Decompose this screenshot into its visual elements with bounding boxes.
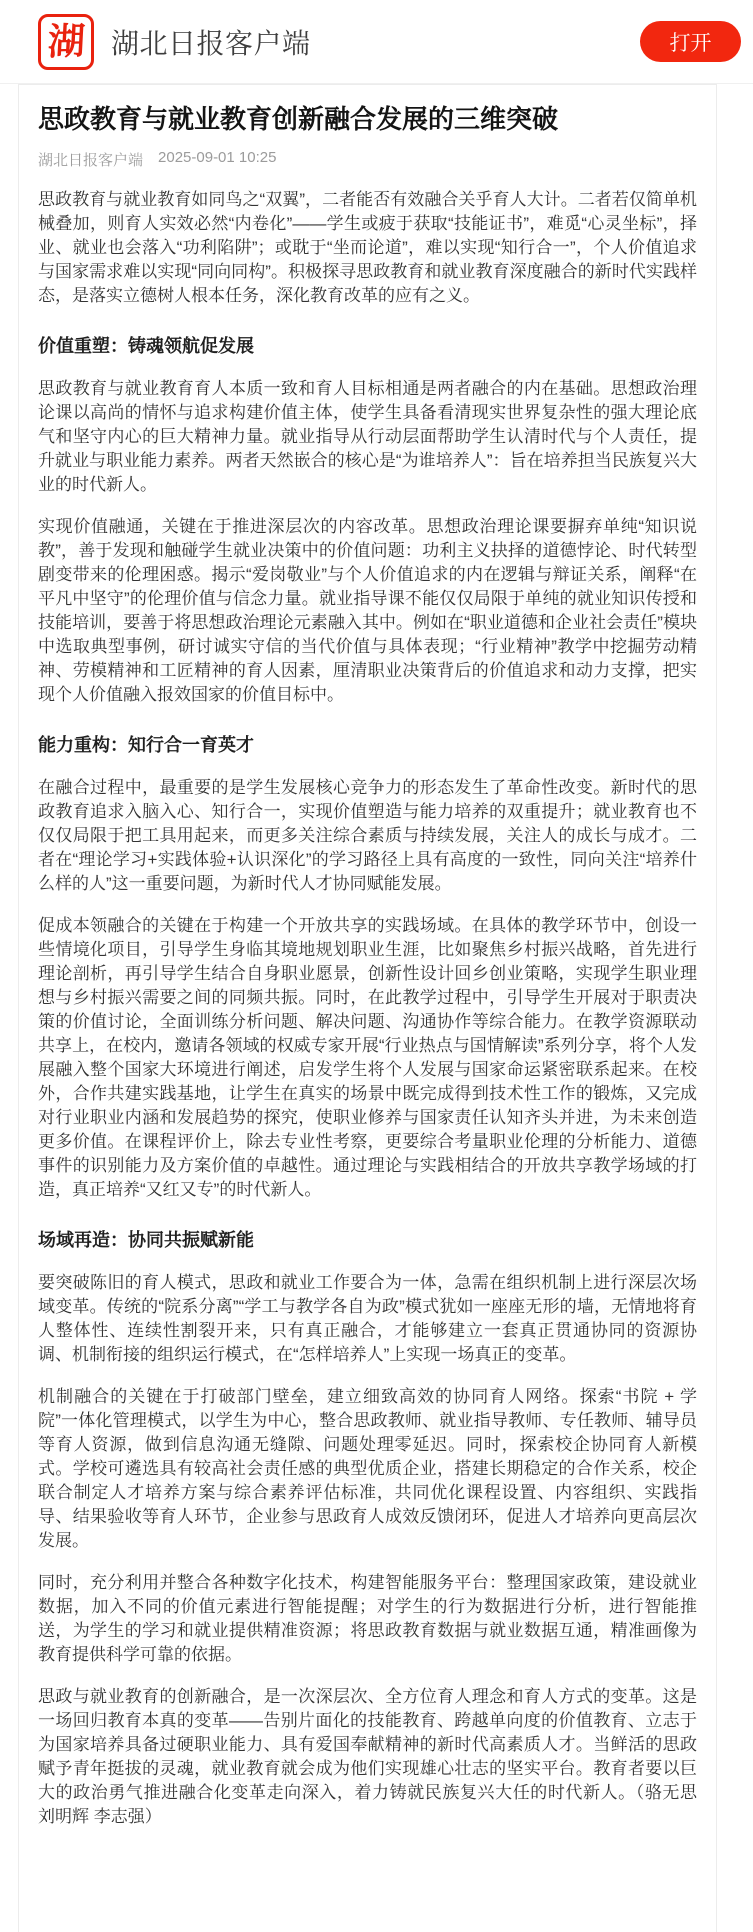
paragraph: 思政教育与就业教育育人本质一致和育人目标相通是两者融合的内在基础。思想政治理论课以高尚的情怀与追求构建价值主体，使学生具备看清现实世界复杂性的强大理论底气和坚守内心的巨大精神力量。就业指导从行动层面帮助学生认清时代与个人责任，提升就业与职业能力素养。两者天然嵌合的核心是“为谁培养人”：旨在培养担当民族复兴大业的时代新人。	[38, 379, 697, 494]
paragraph: 要突破陈旧的育人模式，思政和就业工作要合为一体，急需在组织机制上进行深层次场域变革。传统的“院系分离”“学工与教学各自为政”模式犹如一座座无形的墙，无情地将育人整体性、连续性割裂开来，只有真正融合，才能够建立一套真正贯通协同的资源协调、机制衔接的组织运行模式，在“怎样培养人”上实现一场真正的变革。	[38, 1273, 697, 1364]
section-heading: 能力重构：知行合一育英才	[38, 735, 254, 755]
paragraph: 实现价值融通，关键在于推进深层次的内容改革。思想政治理论课要摒弃单纯“知识说教”，善于发现和触碰学生就业决策中的价值问题：功利主义抉择的道德悖论、时代转型剧变带来的伦理困惑。揭示“爱岗敬业”与个人价值追求的内在逻辑与辩证关系，阐释“在平凡中坚守”的伦理价值与信念力量。就业指导课不能仅仅局限于单纯的就业知识传授和技能培训，要善于将思想政治理论元素融入其中。例如在“职业道德和企业社会责任”模块中选取典型事例，研讨诚实守信的当代价值与具体表现；“行业精神”教学中挖掘劳动精神、劳模精神和工匠精神的育人因素，厘清职业决策背后的价值追求和动力支撑，把实现个人价值融入报效国家的价值目标中。	[38, 517, 697, 704]
source-label: 湖北日报客户端	[38, 152, 144, 169]
paragraph: 促成本领融合的关键在于构建一个开放共享的实践场域。在具体的教学环节中，创设一些情境化项目，引导学生身临其境地规划职业生涯，比如聚焦乡村振兴战略，首先进行理论剖析，再引导学生结合自身职业愿景，创新性设计回乡创业策略，实现学生职业理想与乡村振兴需要之间的同频共振。同时，在此教学过程中，引导学生开展对于职责决策的价值讨论，全面训练分析问题、解决问题、沟通协作等综合能力。在教学资源联动共享上，在校内，邀请各领域的权威专家开展“行业热点与国情解读”系列分享，将个人发展融入整个国家大环境进行阐述，启发学生将个人发展与国家命运紧密联系起来。在校外，合作共建实践基地，让学生在真实的场景中既完成得到技术性工作的锻炼，又完成对行业职业内涵和发展趋势的探究，使职业修养与国家责任认知齐头并进，为未来创造更多价值。在课程评价上，除去专业性考察，更要综合考量职业伦理的分析能力、道德事件的识别能力及方案价值的卓越性。通过理论与实践相结合的开放共享教学场域的打造，真正培养“又红又专”的时代新人。	[38, 916, 697, 1199]
publish-time: 2025-09-01 10:25	[158, 149, 277, 166]
paragraph: 机制融合的关键在于打破部门壁垒，建立细致高效的协同育人网络。探索“书院 + 学院”一体化管理模式，以学生为中心，整合思政教师、就业指导教师、专任教师、辅导员等育人资源，做到信息沟通无缝隙、问题处理零延迟。同时，探索校企协同育人新模式。学校可遴选具有较高社会责任感的典型优质企业，搭建长期稳定的合作关系，校企联合制定人才培养方案与综合素养评估标准，共同优化课程设置、内容组织、实践指导、结果验收等育人环节，企业参与思政育人成效反馈闭环，促进人才培养向更高层次发展。	[38, 1387, 697, 1550]
app-header	[0, 0, 753, 84]
article-card	[18, 84, 717, 1932]
article-meta	[38, 149, 697, 170]
page-title: 思政教育与就业教育创新融合发展的三维突破	[38, 104, 559, 134]
hubei-daily-seal-icon[interactable]	[38, 14, 94, 70]
section-heading: 价值重塑：铸魂领航促发展	[38, 336, 254, 356]
article-body	[38, 188, 697, 1829]
paragraph: 思政教育与就业教育如同鸟之“双翼”，二者能否有效融合关乎育人大计。二者若仅简单机械叠加，则育人实效必然“内卷化”——学生或疲于获取“技能证书”，难觅“心灵坐标”，择业、就业也会落入“功利陷阱”；或耽于“坐而论道”，难以实现“知行合一”，个人价值追求与国家需求难以实现“同向同构”。积极探寻思政教育和就业教育深度融合的新时代实践样态，是落实立德树人根本任务，深化教育改革的应有之义。	[38, 190, 697, 305]
paragraph: 思政与就业教育的创新融合，是一次深层次、全方位育人理念和育人方式的变革。这是一场回归教育本真的变革——告别片面化的技能教育、跨越单向度的价值教育、立志于为国家培养具备过硬职业能力、具有爱国奉献精神的新时代高素质人才。当鲜活的思政赋予青年挺拔的灵魂，就业教育就会成为他们实现雄心壮志的坚实平台。教育者要以巨大的政治勇气推进融合化变革走向深入，着力铸就民族复兴大任的时代新人。（骆无思 刘明辉 李志强）	[38, 1687, 697, 1826]
paragraph: 在融合过程中，最重要的是学生发展核心竞争力的形态发生了革命性改变。新时代的思政教育追求入脑入心、知行合一，实现价值塑造与能力培养的双重提升；就业教育也不仅仅局限于把工具用起来，而更多关注综合素质与持续发展，关注人的成长与成才。二者在“理论学习+实践体验+认识深化”的学习路径上具有高度的一致性，同向关注“培养什么样的人”这一重要问题，为新时代人才协同赋能发展。	[38, 778, 697, 893]
paragraph: 同时，充分利用并整合各种数字化技术，构建智能服务平台：整理国家政策，建设就业数据，加入不同的价值元素进行智能提醒；对学生的行为数据进行分析，进行智能推送，为学生的学习和就业提供精准资源；将思政教育数据与就业数据互通，精准画像为教育提供科学可靠的依据。	[38, 1573, 697, 1664]
open-button[interactable]: 打开	[640, 21, 741, 62]
app-name: 湖北日报客户端	[111, 27, 311, 59]
seal-character: 湖	[46, 20, 86, 63]
section-heading: 场域再造：协同共振赋新能	[38, 1230, 254, 1250]
